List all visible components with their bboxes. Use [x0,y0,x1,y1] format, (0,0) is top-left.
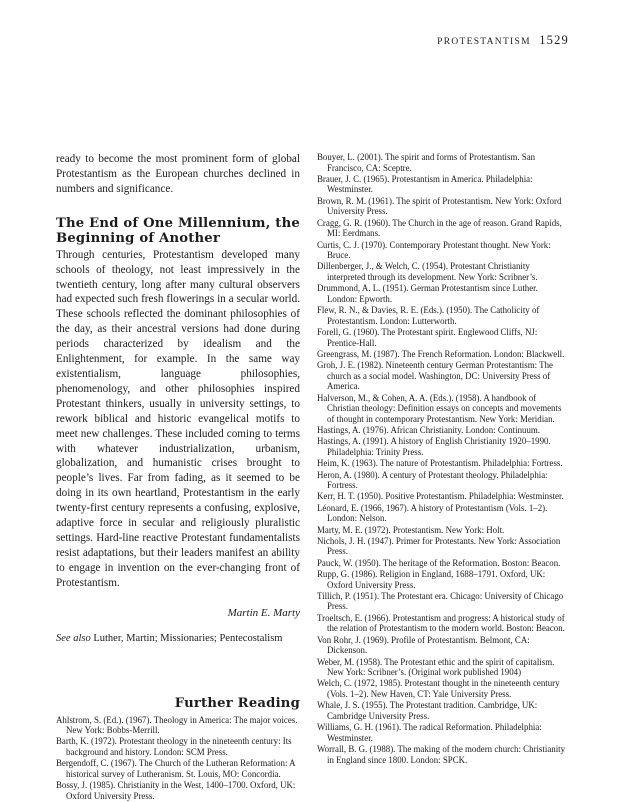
reference-entry: Troeltsch, E. (1966). Protestantism and progress: A historical study of the relation of Protestantism to the modern world. Boston: Beacon. [317,612,565,634]
further-reading-heading: Further Reading [174,695,300,711]
reference-entry: Forell, G. (1960). The Protestant spirit. Englewood Cliffs, NJ: Prentice-Hall. [317,327,538,348]
reference-entry: Heim, K. (1963). The nature of Protestantism. Philadelphia: Fortress. [317,458,563,469]
intro-paragraph: ready to become the most prominent form of global Protestantism as the European churches declined in numbers and significance. [56,153,300,195]
reference-entry: Bouyer, L. (2001). The spirit and forms of Protestantism. San Francisco, CA: Sceptre. [317,152,536,173]
reference-entry: Hastings, A. (1976). African Christianity. London: Continuum. [317,425,541,436]
reference-entry: Pauck, W. (1950). The heritage of the Reformation. Boston: Beacon. [317,557,561,568]
reference-entry: Whale, J. S. (1955). The Protestant tradition. Cambridge, UK: Cambridge University Press. [317,700,538,721]
see-also-lead: See also [56,632,91,644]
reference-entry: Williams, G. H. (1961). The radical Reformation. Philadelphia: Westminster. [317,722,542,743]
section-paragraph: Through centuries, Protestantism developed many schools of theology, not least impressively in the twentieth century, long after many cultural observers had expected such fresh flowerings in a secular world. These schools reflected the dominant philosophies of the day, as their ancestral versions had done during periods characterized by idealism and the Enlightenment, for example. In the same way existentialism, language philosophies, phenomenology, and other philosophies inspired Protestant thinkers, usually in university settings, to rework biblical and historic evangelical motifs to meet new challenges. These included coming to terms with whatever industrialization, urbanism, globalization, and humanistic crises brought to people’s lives. Far from fading, as it seemed to be doing in its own heartland, Protestantism in the early twenty-first century represents a confusing, explosive, adaptive force in secular and religiously pluralistic settings. Hard-line reactive Protestant fundamentalists resist adaptations, but their leaders manifest an ability to engage in invention on the ever-changing front of Protestantism. [56,248,300,589]
reference-entry: Curtis, C. J. (1970). Contemporary Protestant thought. New York: Bruce. [317,239,551,261]
reference-entry: Brauer, J. C. (1965). Protestantism in America. Philadelphia: Westminster. [317,173,533,195]
reference-entry: Dillenberger, J., & Welch, C. (1954). Protestant Christianity interpreted through its development. New York: Scribner’s. [317,261,538,282]
reference-entry: Weber, M. (1958). The Protestant ethic and the spirit of capitalism. New York: Scribner’s. (Original work published 1904) [317,656,555,678]
see-also-line [56,633,300,644]
reference-entry: Drummond, A. L. (1951). German Protestantism since Luther. London: Epworth. [317,283,538,304]
page-number: 1529 [539,33,569,47]
reference-entry: Hastings, A. (1991). A history of English Christianity 1920–1990. Philadelphia: Trinity Press. [317,436,551,457]
reference-entry: Nichols, J. H. (1947). Primer for Protestants. New York: Association Press. [317,535,561,557]
reference-list-left [56,715,300,802]
reference-entry: Groh, J. E. (1982). Nineteenth century German Protestantism: The church as a social model. Washington, DC: University Press of America. [317,360,553,392]
reference-entry: Halverson, M., & Cohen, A. A. (Eds.). (1958). A handbook of Christian theology: Definition essays on concepts and movements of thought in contemporary Protestantism. New York: Meridian. [317,392,562,424]
reference-entry: Heron, A. (1980). A century of Protestant theology. Philadelphia: Fortress. [317,469,548,491]
reference-entry: Kerr, H. T. (1950). Positive Protestantism. Philadelphia: Westminster. [317,491,564,502]
reference-list-right [317,152,567,765]
reference-entry: Welch, C. (1972, 1985). Protestant thought in the nineteenth century (Vols. 1–2). New Haven, CT: Yale University Press. [317,678,560,699]
reference-entry: Brown, R. M. (1961). The spirit of Protestantism. New York: Oxford University Press. [317,195,562,217]
running-head-section: PROTESTANTISM [437,37,531,47]
reference-entry: Léonard, E. (1966, 1967). A history of Protestantism (Vols. 1–2). London: Nelson. [317,502,548,524]
reference-entry: Barth, K. (1972). Protestant theology in the nineteenth century: Its background and history. London: SCM Press. [56,736,292,758]
author-signature: Martin E. Marty [227,606,300,619]
reference-entry: Flew, R. N., & Davies, R. E. (Eds.). (1950). The Catholicity of Protestantism. London: Lutterworth. [317,305,540,326]
reference-entry: Tillich, P. (1951). The Protestant era. Chicago: University of Chicago Press. [317,590,564,612]
reference-entry: Cragg, G. R. (1960). The Church in the age of reason. Grand Rapids, MI: Eerdmans. [317,217,562,239]
reference-entry: Rupp, G. (1986). Religion in England, 1688–1791. Oxford, UK: Oxford University Press. [317,569,546,590]
reference-entry: Von Rohr, J. (1969). Profile of Protestantism. Belmont, CA: Dickenson. [317,634,530,656]
section-heading: The End of One Millennium, the Beginning of Another [56,215,300,246]
running-head [437,33,569,48]
see-also-links: Luther, Martin; Missionaries; Pentecostalism [93,632,283,644]
reference-entry: Greengrass, M. (1987). The French Reformation. London: Blackwell. [317,348,565,359]
reference-entry: Bossy, J. (1985). Christianity in the West, 1400–1700. Oxford, UK: Oxford University Press. [56,780,296,801]
reference-entry: Ahlstrom, S. (Ed.). (1967). Theology in America: The major voices. New York: Bobbs-Merrill. [56,714,298,736]
reference-entry: Bergendoff, C. (1967). The Church of the Lutheran Reformation: A historical survey of Lutheranism. St. Louis, MO: Concordia. [56,758,296,779]
reference-entry: Marty, M. E. (1972). Protestantism. New York: Holt. [317,524,505,535]
left-column [56,152,300,802]
right-column [317,152,567,766]
reference-entry: Worrall, B. G. (1988). The making of the modern church: Christianity in England since 1800. London: SPCK. [317,744,566,765]
